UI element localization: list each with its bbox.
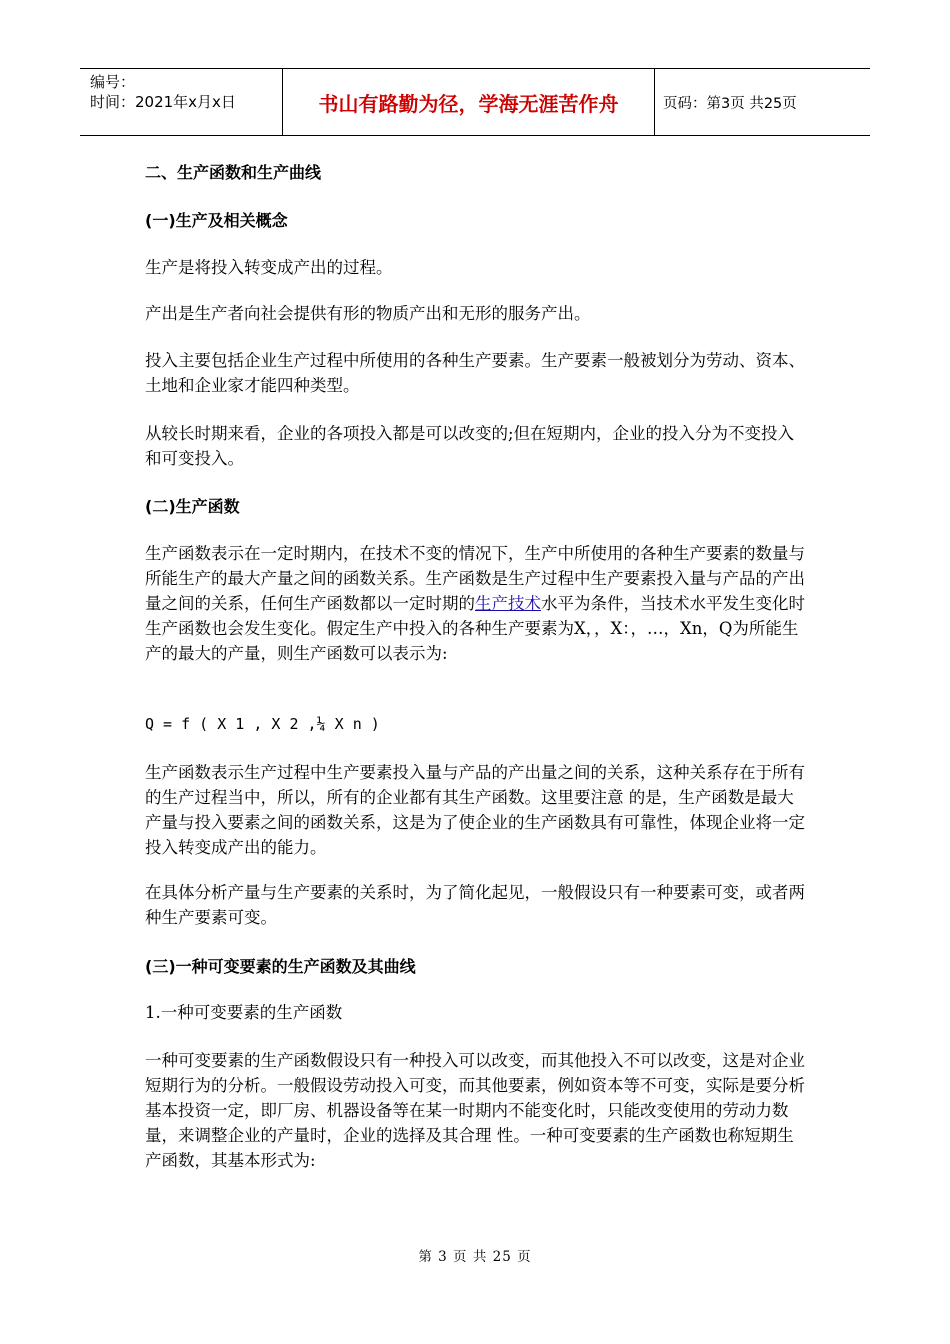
subsection-title-1: (一)生产及相关概念 [145,211,288,230]
production-function-formula: Q = f ( X 1 , X 2 ,¼ X n ) [145,715,380,733]
production-technology-link[interactable]: 生产技术 [475,594,541,613]
subsection-title-2: (二)生产函数 [145,497,240,516]
sub-heading-1: 1.一种可变要素的生产函数 [145,1003,343,1022]
paragraph-6: 生产函数表示生产过程中生产要素投入量与产品的产出量之间的关系，这种关系存在于所有的生产过程当中，所以，所有的企业都有其生产函数。这里要注意 的是，生产函数是最大产量与投入要素之间的函数关系，这是为了使企业的生产函数具有可靠性，体现企业将一定投入转变成产出的能力。 [145,763,805,857]
paragraph-1: 生产是将投入转变成产出的过程。 [145,258,393,277]
page-footer: 第 3 页 共 25 页 [418,1249,532,1265]
subsection-title-3: (三)一种可变要素的生产函数及其曲线 [145,957,416,976]
paragraph-2: 产出是生产者向社会提供有形的物质产出和无形的服务产出。 [145,304,591,323]
paragraph-5-text-b: 水平为条件，当技术水平发生变化时生产函数也会发生变化。假定生产中投入的各种生产要素为X，，X：，…，Xn，Q为所能生产的最大的产量，则生产函数可以表示为: [145,594,805,663]
paragraph-7: 在具体分析产量与生产要素的关系时，为了简化起见，一般假设只有一种要素可变，或者两种生产要素可变。 [145,883,805,927]
paragraph-5 [145,541,810,666]
document-header [80,68,870,136]
header-page-info: 页码：第3页 共25页 [663,95,797,112]
number-label: 编号： [90,73,136,91]
header-meta [80,69,283,135]
paragraph-5-text-a: 生产函数表示在一定时期内，在技术不变的情况下，生产中所使用的各种生产要素的数量与所能生产的最大产量之间的函数关系。生产函数是生产过程中生产要素投入量与产品的产出量之间的关系，任何生产函数都以一定时期的 [145,544,805,613]
paragraph-4: 从较长时期来看，企业的各项投入都是可以改变的;但在短期内，企业的投入分为不变投入和可变投入。 [145,424,795,468]
section-title: 二、生产函数和生产曲线 [145,163,322,182]
paragraph-8: 一种可变要素的生产函数假设只有一种投入可以改变，而其他投入不可以改变，这是对企业短期行为的分析。一般假设劳动投入可变，而其他要素，例如资本等不可变，实际是要分析基本投资一定，即厂房、机器设备等在某一时期内不能变化时，只能改变使用的劳动力数量，来调整企业的产量时，企业的选择及其合理 性。一种可变要素的生产函数也称短期生产函数，其基本形式为: [145,1051,805,1170]
date-label: 时间：2021年x月x日 [90,93,236,111]
header-motto: 书山有路勤为径，学海无涯苦作舟 [283,69,655,135]
paragraph-3: 投入主要包括企业生产过程中所使用的各种生产要素。生产要素一般被划分为劳动、资本、土地和企业家才能四种类型。 [145,351,805,395]
